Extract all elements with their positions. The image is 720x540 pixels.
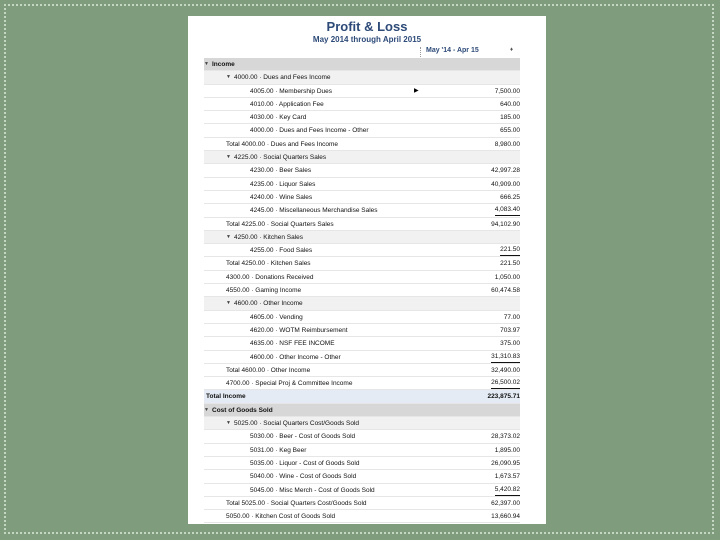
row-label: 5031.00 · Keg Beer: [250, 446, 307, 454]
row-amount: 13,660.94: [491, 513, 520, 521]
row-pointer-icon: ▶: [414, 87, 419, 94]
row-amount: 62,397.00: [491, 499, 520, 507]
row-label: 5025.00 · Social Quarters Cost/Goods Sold: [234, 420, 360, 428]
report-title: Profit & Loss: [326, 19, 408, 34]
column-divider: [420, 47, 422, 57]
row-label: Total 4000.00 · Dues and Fees Income: [226, 140, 339, 148]
row-label: 5045.00 · Misc Merch - Cost of Goods Sold: [250, 486, 375, 494]
row-label: 5030.00 · Beer - Cost of Goods Sold: [250, 433, 356, 441]
row-label: 4245.00 · Miscellaneous Merchandise Sales: [250, 207, 378, 215]
row-label: Cost of Goods Sold: [212, 406, 273, 414]
group-row[interactable]: [204, 297, 520, 310]
account-row[interactable]: [204, 324, 520, 337]
total-row[interactable]: [204, 497, 520, 510]
row-label: 4225.00 · Social Quarters Sales: [234, 154, 327, 162]
expand-triangle-icon[interactable]: ▼: [204, 61, 209, 67]
row-label: Income: [212, 61, 235, 68]
account-row[interactable]: [204, 457, 520, 470]
row-amount: 640.00: [500, 100, 520, 108]
row-amount: 94,102.90: [491, 220, 520, 228]
group-row[interactable]: [204, 151, 520, 164]
account-row[interactable]: [204, 98, 520, 111]
expand-triangle-icon[interactable]: ▼: [204, 406, 209, 413]
account-row[interactable]: [204, 351, 520, 364]
account-row[interactable]: [204, 124, 520, 137]
row-amount: 185.00: [500, 114, 520, 122]
row-amount: 31,310.83: [491, 351, 520, 363]
expand-triangle-icon[interactable]: ▼: [226, 74, 231, 81]
account-row[interactable]: [204, 484, 520, 497]
row-label: 4230.00 · Beer Sales: [250, 167, 312, 175]
row-amount: 221.50: [500, 260, 520, 268]
row-amount: 26,500.02: [491, 377, 520, 389]
row-amount: 1,895.00: [494, 446, 520, 454]
row-amount: 8,980.00: [494, 140, 520, 148]
row-amount: 28,373.02: [491, 433, 520, 441]
account-row[interactable]: [204, 85, 520, 98]
row-label: 4550.00 · Gaming Income: [226, 287, 302, 295]
row-amount: 40,909.00: [491, 180, 520, 188]
row-label: 4255.00 · Food Sales: [250, 247, 313, 255]
section-row[interactable]: [204, 58, 520, 71]
total-row[interactable]: [204, 218, 520, 231]
account-row[interactable]: [204, 337, 520, 350]
row-amount: 26,090.95: [491, 459, 520, 467]
row-label: Total 5025.00 · Social Quarters Cost/Goods Sold: [226, 499, 367, 507]
account-row[interactable]: [204, 178, 520, 191]
row-label: 4005.00 · Membership Dues: [250, 87, 333, 95]
row-label: 4250.00 · Kitchen Sales: [234, 233, 304, 241]
report-rows: [204, 58, 520, 523]
total-row[interactable]: [204, 364, 520, 377]
expand-triangle-icon[interactable]: ▼: [226, 420, 231, 427]
group-row[interactable]: [204, 417, 520, 430]
row-label: 4000.00 · Dues and Fees Income: [234, 74, 331, 82]
row-amount: 60,474.58: [491, 287, 520, 295]
row-label: 4605.00 · Vending: [250, 313, 303, 321]
profit-loss-report: [188, 16, 546, 524]
row-label: 4700.00 · Special Proj & Committee Income: [226, 380, 353, 388]
account-row[interactable]: [204, 470, 520, 483]
expand-triangle-icon[interactable]: ▼: [226, 154, 231, 161]
account-row[interactable]: [204, 311, 520, 324]
row-label: 4240.00 · Wine Sales: [250, 193, 313, 201]
section-row[interactable]: [204, 404, 520, 417]
account-row[interactable]: [204, 244, 520, 257]
total-row[interactable]: [204, 377, 520, 390]
row-label: 5035.00 · Liquor - Cost of Goods Sold: [250, 459, 360, 467]
row-label: 4010.00 · Application Fee: [250, 100, 324, 108]
row-amount: 655.00: [500, 127, 520, 135]
row-label: 4600.00 · Other Income: [234, 300, 303, 308]
expand-triangle-icon[interactable]: ▼: [226, 300, 231, 307]
row-label: 4300.00 · Donations Received: [226, 273, 314, 281]
row-amount: 32,490.00: [491, 366, 520, 374]
row-label: 4600.00 · Other Income - Other: [250, 353, 341, 361]
total-row[interactable]: [204, 138, 520, 151]
row-label: 5040.00 · Wine - Cost of Goods Sold: [250, 473, 357, 481]
row-label: Total 4225.00 · Social Quarters Sales: [226, 220, 334, 228]
column-sort-icon[interactable]: ♦: [510, 47, 514, 53]
group-row[interactable]: [204, 231, 520, 244]
group-row[interactable]: [204, 71, 520, 84]
total-row[interactable]: [204, 284, 520, 297]
total-row[interactable]: [204, 271, 520, 284]
row-amount: 223,875.71: [487, 393, 520, 401]
row-amount: 1,050.00: [494, 273, 520, 281]
row-amount: 666.25: [500, 193, 520, 201]
row-amount: 221.50: [500, 244, 520, 256]
row-amount: 77.00: [503, 313, 520, 321]
column-header: May '14 - Apr 15: [426, 47, 479, 54]
account-row[interactable]: [204, 204, 520, 217]
total-row[interactable]: [204, 390, 520, 403]
row-amount: 375.00: [500, 340, 520, 348]
account-row[interactable]: [204, 430, 520, 443]
row-amount: 42,997.28: [491, 167, 520, 175]
account-row[interactable]: [204, 111, 520, 124]
row-label: 5050.00 · Kitchen Cost of Goods Sold: [226, 513, 336, 521]
row-amount: 5,420.82: [495, 484, 520, 496]
row-label: 4620.00 · WOTM Reimbursement: [250, 326, 348, 334]
account-row[interactable]: [204, 191, 520, 204]
row-label: Total Income: [206, 393, 246, 401]
row-label: 4030.00 · Key Card: [250, 114, 307, 122]
total-row[interactable]: [204, 510, 520, 523]
row-label: 4000.00 · Dues and Fees Income - Other: [250, 127, 369, 135]
row-label: 4635.00 · NSF FEE INCOME: [250, 340, 335, 348]
row-amount: 703.97: [500, 326, 520, 334]
row-amount: 1,673.57: [494, 473, 520, 481]
account-row[interactable]: [204, 444, 520, 457]
report-subtitle: May 2014 through April 2015: [312, 35, 422, 44]
account-row[interactable]: [204, 164, 520, 177]
expand-triangle-icon[interactable]: ▼: [226, 233, 231, 240]
total-row[interactable]: [204, 257, 520, 270]
row-label: Total 4250.00 · Kitchen Sales: [226, 260, 311, 268]
row-amount: 4,083.40: [495, 204, 520, 216]
row-label: 4235.00 · Liquor Sales: [250, 180, 316, 188]
row-amount: 7,500.00: [494, 87, 520, 95]
row-label: Total 4600.00 · Other Income: [226, 366, 311, 374]
